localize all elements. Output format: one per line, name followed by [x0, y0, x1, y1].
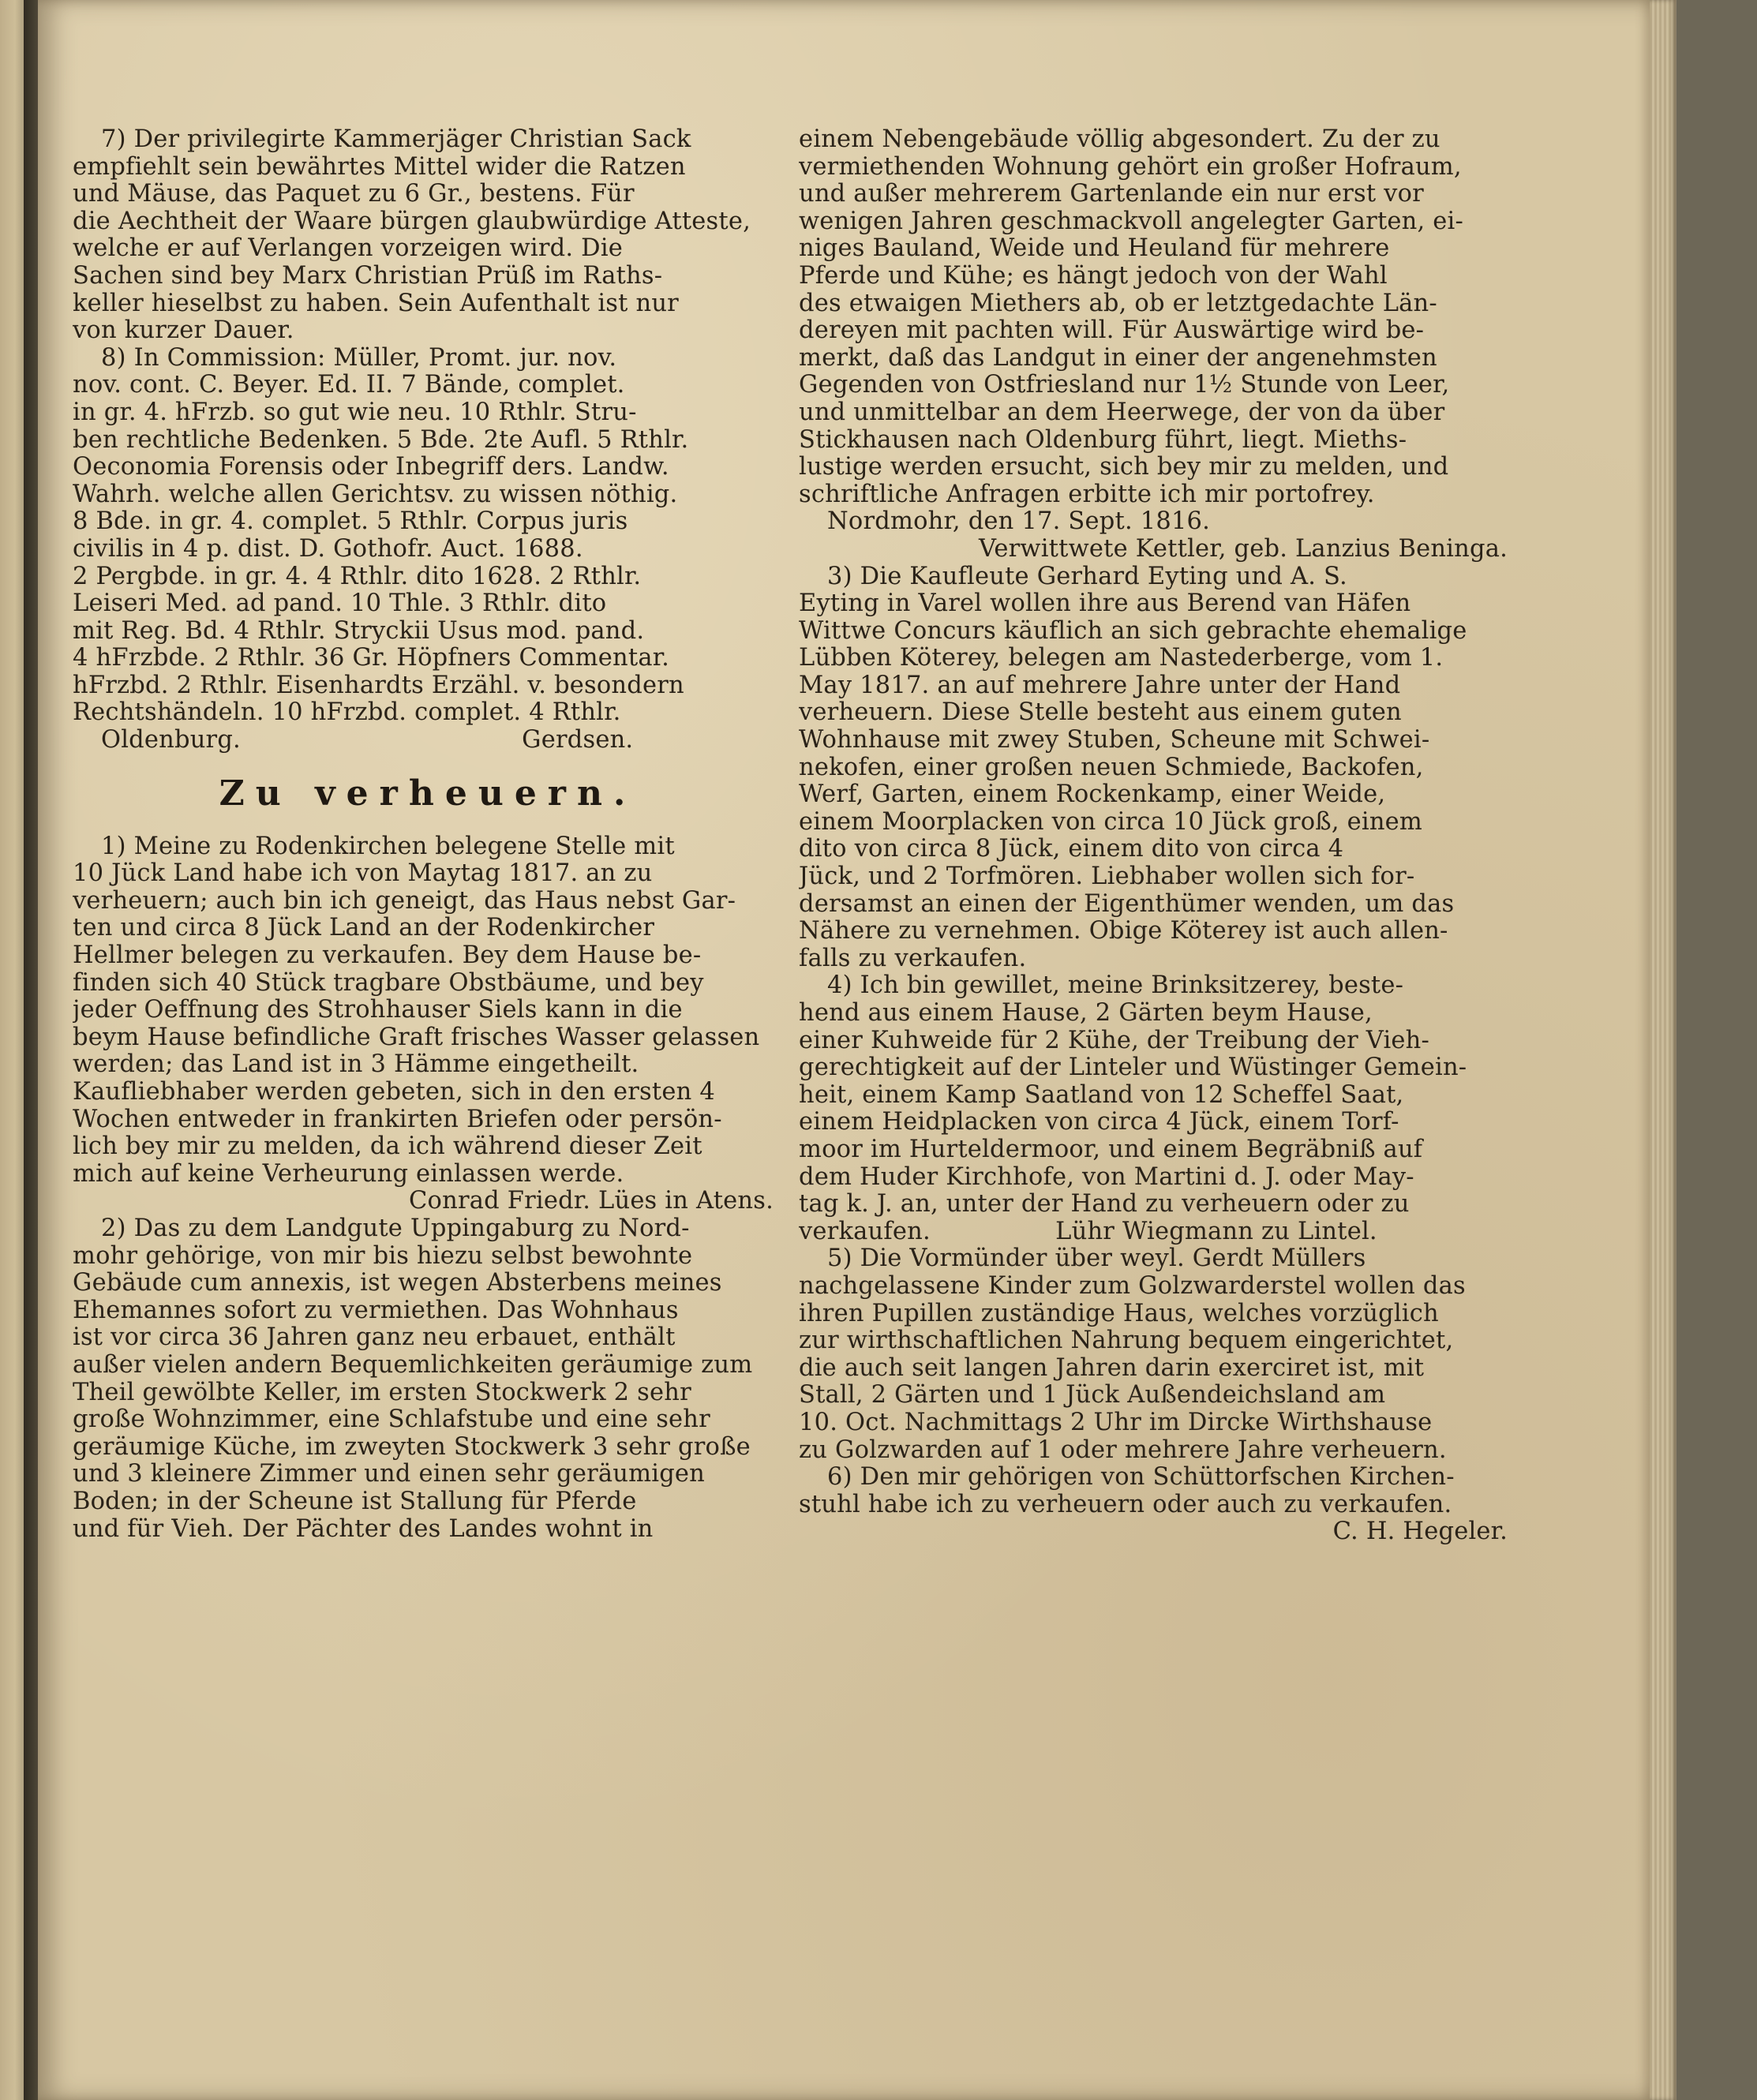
- text-line: finden sich 40 Stück tragbare Obstbäume, und bey: [73, 969, 704, 997]
- page-stack-edge: [1650, 0, 1676, 2100]
- text-line: civilis in 4 p. dist. D. Gothofr. Auct. 1688.: [73, 535, 583, 563]
- signature-line: Verwittwete Kettler, geb. Lanzius Beninga.: [978, 535, 1508, 563]
- text-line: lustige werden ersucht, sich bey mir zu melden, und: [799, 454, 1449, 481]
- text-line: zu Golzwarden auf 1 oder mehrere Jahre verheuern.: [799, 1436, 1447, 1464]
- text-line: 2 Pergbde. in gr. 4. 4 Rthlr. dito 1628. 2 Rthlr.: [73, 563, 642, 590]
- text-line: 7) Der privilegirte Kammerjäger Christian Sack: [101, 126, 691, 153]
- text-line: verheuern. Diese Stelle besteht aus einem guten: [799, 699, 1402, 727]
- text-line: beym Hause befindliche Graft frisches Wasser gelassen: [73, 1024, 760, 1051]
- text-line: dereyen mit pachten will. Für Auswärtige wird be-: [799, 317, 1425, 345]
- right-column: [799, 126, 1517, 1546]
- text-line: 8) In Commission: Müller, Promt. jur. nov.: [101, 344, 617, 372]
- text-line: in gr. 4. hFrzb. so gut wie neu. 10 Rthlr. Stru-: [73, 399, 637, 426]
- text-line: zur wirthschaftlichen Nahrung bequem eingerichtet,: [799, 1327, 1454, 1355]
- text-line: Jück, und 2 Torfmören. Liebhaber wollen sich for-: [799, 863, 1415, 891]
- text-line: May 1817. an auf mehrere Jahre unter der Hand: [799, 672, 1401, 699]
- text-line: dito von circa 8 Jück, einem dito von circa 4: [799, 836, 1344, 863]
- text-line: einem Heidplacken von circa 4 Jück, einem Torf-: [799, 1109, 1399, 1136]
- text-line: heit, einem Kamp Saatland von 12 Scheffel Saat,: [799, 1081, 1404, 1109]
- text-line: ist vor circa 36 Jahren ganz neu erbauet, enthält: [73, 1324, 676, 1352]
- text-line: 8 Bde. in gr. 4. complet. 5 Rthlr. Corpus juris: [73, 508, 628, 536]
- text-line: werden; das Land ist in 3 Hämme eingetheilt.: [73, 1051, 639, 1079]
- text-line: des etwaigen Miethers ab, ob er letztgedachte Län-: [799, 290, 1437, 317]
- text-line: 4 hFrzbde. 2 Rthlr. 36 Gr. Höpfners Commentar.: [73, 645, 670, 672]
- text-line: Ehemannes sofort zu vermiethen. Das Wohnhaus: [73, 1297, 679, 1324]
- text-line: und für Vieh. Der Pächter des Landes wohnt in: [73, 1515, 654, 1543]
- text-line: Wochen entweder in frankirten Briefen oder persön-: [73, 1106, 722, 1133]
- text-line: verheuern; auch bin ich geneigt, das Haus nebst Gar-: [73, 887, 736, 915]
- text-line: gerechtigkeit auf der Linteler und Wüstinger Gemein-: [799, 1054, 1467, 1082]
- text-line: nachgelassene Kinder zum Golzwarderstel wollen das: [799, 1272, 1466, 1300]
- text-line: Gebäude cum annexis, ist wegen Absterbens meines: [73, 1270, 722, 1297]
- text-line: niges Bauland, Weide und Heuland für mehrere: [799, 235, 1390, 263]
- text-line: Wohnhause mit zwey Stuben, Scheune mit Schwei-: [799, 727, 1430, 754]
- text-line: Boden; in der Scheune ist Stallung für Pferde: [73, 1488, 637, 1515]
- text-line: dem Huder Kirchhofe, von Martini d. J. oder May-: [799, 1163, 1414, 1191]
- text-line: Leiseri Med. ad pand. 10 Thle. 3 Rthlr. dito: [73, 590, 607, 618]
- text-line: Stickhausen nach Oldenburg führt, liegt. Mieths-: [799, 426, 1407, 454]
- text-line: und außer mehrerem Gartenlande ein nur erst vor: [799, 181, 1424, 208]
- text-line: Eyting in Varel wollen ihre aus Berend van Häfen: [799, 590, 1411, 618]
- text-line: 10 Jück Land habe ich von Maytag 1817. an zu: [73, 860, 653, 888]
- text-line: geräumige Küche, im zweyten Stockwerk 3 sehr große: [73, 1433, 751, 1461]
- text-line: stuhl habe ich zu verheuern oder auch zu verkaufen.: [799, 1491, 1452, 1518]
- text-line: 10. Oct. Nachmittags 2 Uhr im Dircke Wirthshause: [799, 1409, 1433, 1436]
- text-line: die Aechtheit der Waare bürgen glaubwürdige Atteste,: [73, 208, 751, 235]
- date-line: Nordmohr, den 17. Sept. 1816.: [827, 508, 1211, 536]
- text-line: Wittwe Concurs käuflich an sich gebrachte ehemalige: [799, 617, 1467, 645]
- text-line: dersamst an einen der Eigenthümer wenden, um das: [799, 890, 1455, 918]
- text-line: empfiehlt sein bewährtes Mittel wider die Ratzen: [73, 153, 686, 181]
- text-line: lich bey mir zu melden, da ich während dieser Zeit: [73, 1133, 702, 1161]
- text-line: 4) Ich bin gewillet, meine Brinksitzerey, beste-: [827, 972, 1404, 1000]
- text-line: Oeconomia Forensis oder Inbegriff ders. Landw.: [73, 454, 669, 481]
- text-line: Kaufliebhaber werden gebeten, sich in den ersten 4: [73, 1079, 715, 1106]
- text-line: Hellmer belegen zu verkaufen. Bey dem Hause be-: [73, 942, 702, 970]
- text-line: 3) Die Kaufleute Gerhard Eyting und A. S.: [827, 563, 1347, 590]
- text-line: ben rechtliche Bedenken. 5 Bde. 2te Aufl. 5 Rthlr.: [73, 426, 689, 454]
- text-line: falls zu verkaufen.: [799, 945, 1027, 972]
- text-line: merkt, daß das Landgut in einer der angenehmsten: [799, 344, 1437, 372]
- text-line: nov. cont. C. Beyer. Ed. II. 7 Bände, complet.: [73, 372, 625, 399]
- text-line: Werf, Garten, einem Rockenkamp, einer Weide,: [799, 781, 1386, 809]
- text-line: und 3 kleinere Zimmer und einen sehr geräumigen: [73, 1461, 706, 1488]
- text-line: 6) Den mir gehörigen von Schüttorfschen Kirchen-: [827, 1464, 1455, 1492]
- text-line: und unmittelbar an dem Heerwege, der von da über: [799, 399, 1445, 426]
- text-line: keller hieselbst zu haben. Sein Aufenthalt ist nur: [73, 290, 679, 317]
- text-line: einem Nebengebäude völlig abgesondert. Zu der zu: [799, 126, 1440, 153]
- text-line: 5) Die Vormünder über weyl. Gerdt Müllers: [827, 1245, 1366, 1273]
- text-line: jeder Oeffnung des Strohhauser Siels kann in die: [73, 997, 683, 1024]
- text-line: 1) Meine zu Rodenkirchen belegene Stelle mit: [101, 833, 675, 860]
- text-line: Rechtshändeln. 10 hFrzbd. complet. 4 Rthlr.: [73, 699, 621, 727]
- text-line: Pferde und Kühe; es hängt jedoch von der Wahl: [799, 262, 1388, 290]
- signature-line: C. H. Hegeler.: [1332, 1518, 1508, 1546]
- text-line: tag k. J. an, unter der Hand zu verheuern oder zu: [799, 1191, 1410, 1218]
- text-line: Lübben Köterey, belegen am Nastederberge, vom 1.: [799, 645, 1444, 672]
- left-column: [73, 126, 783, 1543]
- signature-line: Conrad Friedr. Lües in Atens.: [409, 1188, 774, 1215]
- text-line: Stall, 2 Gärten und 1 Jück Außendeichsland am: [799, 1382, 1386, 1409]
- text-line: Wahrh. welche allen Gerichtsv. zu wissen nöthig.: [73, 481, 678, 508]
- text-line: Sachen sind bey Marx Christian Prüß im Raths-: [73, 262, 663, 290]
- text-line: Theil gewölbte Keller, im ersten Stockwerk 2 sehr: [73, 1379, 691, 1406]
- text-line: hFrzbd. 2 Rthlr. Eisenhardts Erzähl. v. besondern: [73, 672, 684, 699]
- text-line: außer vielen andern Bequemlichkeiten geräumige zum: [73, 1351, 753, 1379]
- text-line: hend aus einem Hause, 2 Gärten beym Hause,: [799, 1000, 1373, 1027]
- text-line: wenigen Jahren geschmackvoll angelegter Garten, ei-: [799, 208, 1463, 235]
- text-line: moor im Hurteldermoor, und einem Begräbniß auf: [799, 1136, 1423, 1163]
- text-line: mich auf keine Verheurung einlassen werde.: [73, 1160, 624, 1188]
- text-line: mit Reg. Bd. 4 Rthlr. Stryckii Usus mod. pand.: [73, 617, 645, 645]
- text-line: Gegenden von Ostfriesland nur 1½ Stunde von Leer,: [799, 372, 1450, 399]
- text-line: einem Moorplacken von circa 10 Jück groß, einem: [799, 808, 1423, 836]
- signature-line: Oldenburg. Gerdsen.: [101, 727, 634, 754]
- text-line: vermiethenden Wohnung gehört ein großer Hofraum,: [799, 153, 1462, 181]
- text-line: von kurzer Dauer.: [73, 317, 294, 345]
- text-line: nekofen, einer großen neuen Schmiede, Backofen,: [799, 754, 1424, 781]
- text-line: schriftliche Anfragen erbitte ich mir portofrey.: [799, 481, 1375, 508]
- section-heading: Zu verheuern.: [219, 773, 637, 814]
- text-line: und Mäuse, das Paquet zu 6 Gr., bestens. Für: [73, 181, 635, 208]
- signature-line: verkaufen. Lühr Wiegmann zu Lintel.: [799, 1218, 1377, 1245]
- text-line: große Wohnzimmer, eine Schlafstube und eine sehr: [73, 1406, 710, 1434]
- text-line: welche er auf Verlangen vorzeigen wird. Die: [73, 235, 624, 263]
- text-line: ihren Pupillen zuständige Haus, welches vorzüglich: [799, 1300, 1439, 1327]
- text-line: mohr gehörige, von mir bis hiezu selbst bewohnte: [73, 1242, 693, 1270]
- text-line: ten und circa 8 Jück Land an der Rodenkircher: [73, 915, 655, 942]
- text-line: einer Kuhweide für 2 Kühe, der Treibung der Vieh-: [799, 1027, 1430, 1054]
- text-line: die auch seit langen Jahren darin exerciret ist, mit: [799, 1354, 1425, 1382]
- text-line: 2) Das zu dem Landgute Uppingaburg zu Nord-: [101, 1215, 690, 1242]
- text-line: Nähere zu vernehmen. Obige Köterey ist auch allen-: [799, 918, 1448, 945]
